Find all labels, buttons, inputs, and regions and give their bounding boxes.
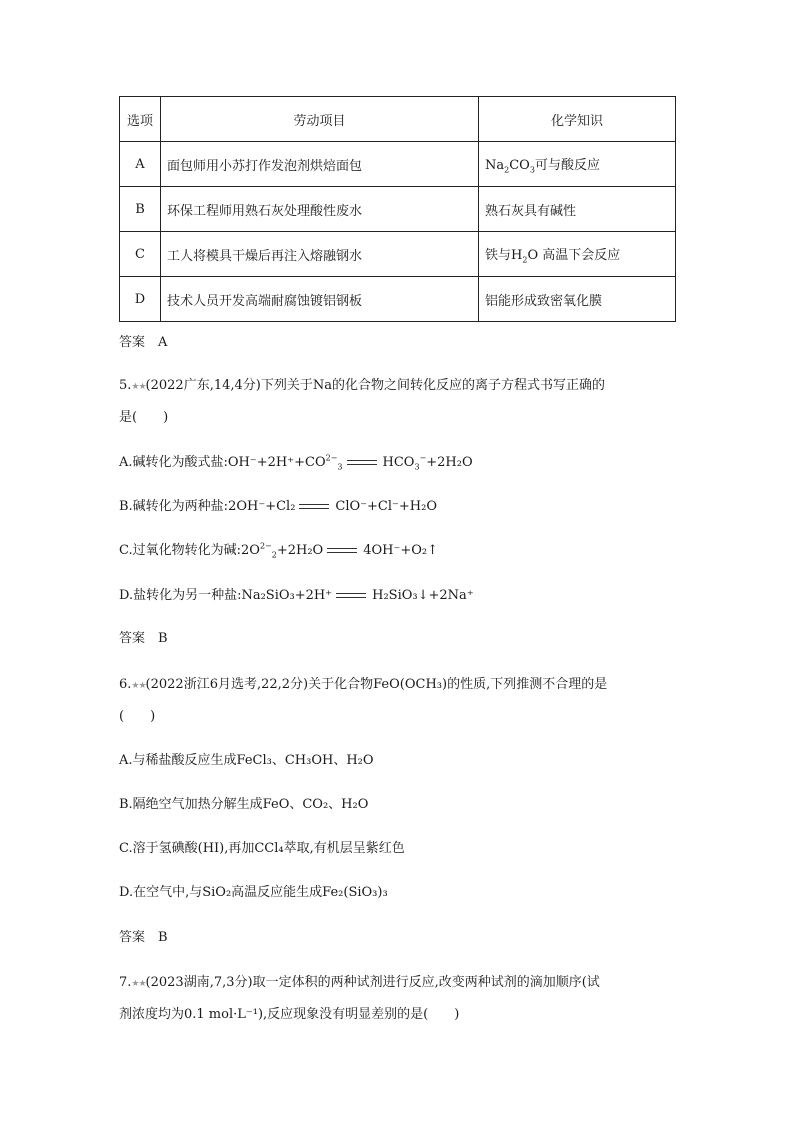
q6-option-a: A.与稀盐酸反应生成FeCl₃、CH₃OH、H₂O [119, 753, 374, 768]
q6-stem-line2: ( ) [119, 709, 156, 724]
q5-option-c: C.过氧化物转化为碱$:2O^{2-}_2+2H_2O$ 4OH⁻+O₂↑ [119, 541, 438, 560]
answer-q4: 答案 A [119, 335, 168, 350]
q5-option-a: A.碱转化为酸式盐$:OH^-+2H^++CO^{2-}_3$ $HCO_3^-+2H_2O$ [119, 453, 473, 472]
q7-stem-line2: 剂浓度均为0.1 mol·L⁻¹),反应现象没有明显差别的是( ) [119, 1007, 460, 1022]
table-row [120, 232, 676, 277]
row-item: 环保工程师用熟石灰处理酸性废水 [161, 187, 479, 232]
q6-option-d: D.在空气中,与SiO₂高温反应能生成Fe₂(SiO₃)₃ [119, 885, 388, 900]
equals-sign-icon [336, 593, 366, 598]
equals-sign-icon [299, 504, 329, 509]
header-chem-knowledge: 化学知识 [479, 97, 676, 142]
q6-option-c: C.溶于氢碘酸(HI),再加CCl₄萃取,有机层呈紫红色 [119, 841, 405, 856]
difficulty-stars-icon: ★★ [131, 979, 146, 989]
header-labor-item: 劳动项目 [161, 97, 479, 142]
q6-stem-line1: 6.★★(2022浙江6月选考,22,2分)关于化合物FeO(OCH₃)的性质,下列推测不合理的是 [119, 677, 608, 692]
equals-sign-icon [347, 460, 377, 465]
row-item: 技术人员开发高端耐腐蚀镀铝钢板 [161, 277, 479, 322]
table-header-row [120, 97, 676, 142]
row-option: B [120, 187, 161, 232]
difficulty-stars-icon: ★★ [131, 382, 146, 392]
q7-stem-line1: 7.★★(2023湖南,7,3分)取一定体积的两种试剂进行反应,改变两种试剂的滴加顺序(试 [119, 975, 600, 990]
equals-sign-icon [327, 548, 357, 553]
row-item: 工人将模具干燥后再注入熔融钢水 [161, 232, 479, 277]
row-knowledge: 铝能形成致密氧化膜 [479, 277, 676, 322]
row-option: D [120, 277, 161, 322]
row-knowledge: $Na_2CO_3$可与酸反应 [479, 142, 676, 187]
difficulty-stars-icon: ★★ [131, 681, 146, 691]
table-row [120, 187, 676, 232]
row-option: C [120, 232, 161, 277]
q5-option-d: D.盐转化为另一种盐:Na₂SiO₃+2H⁺ H₂SiO₃↓+2Na⁺ [119, 588, 474, 603]
row-item: 面包师用小苏打作发泡剂烘焙面包 [161, 142, 479, 187]
header-option: 选项 [120, 97, 161, 142]
q6-option-b: B.隔绝空气加热分解生成FeO、CO₂、H₂O [119, 797, 369, 812]
q5-stem-line2: 是( ) [119, 410, 169, 425]
row-knowledge: 铁与$H_2O$ 高温下会反应 [479, 232, 676, 277]
answer-q5: 答案 B [119, 631, 168, 646]
row-option: A [120, 142, 161, 187]
q5-option-b: B.碱转化为两种盐:2OH⁻+Cl₂ ClO⁻+Cl⁻+H₂O [119, 499, 437, 514]
q5-stem-line1: 5.★★(2022广东,14,4分)下列关于Na的化合物之间转化反应的离子方程式书写正确的 [119, 378, 605, 393]
table-row [120, 142, 676, 187]
answer-q6: 答案 B [119, 930, 168, 945]
row-knowledge: 熟石灰具有碱性 [479, 187, 676, 232]
table-row [120, 277, 676, 322]
options-table [119, 96, 676, 322]
